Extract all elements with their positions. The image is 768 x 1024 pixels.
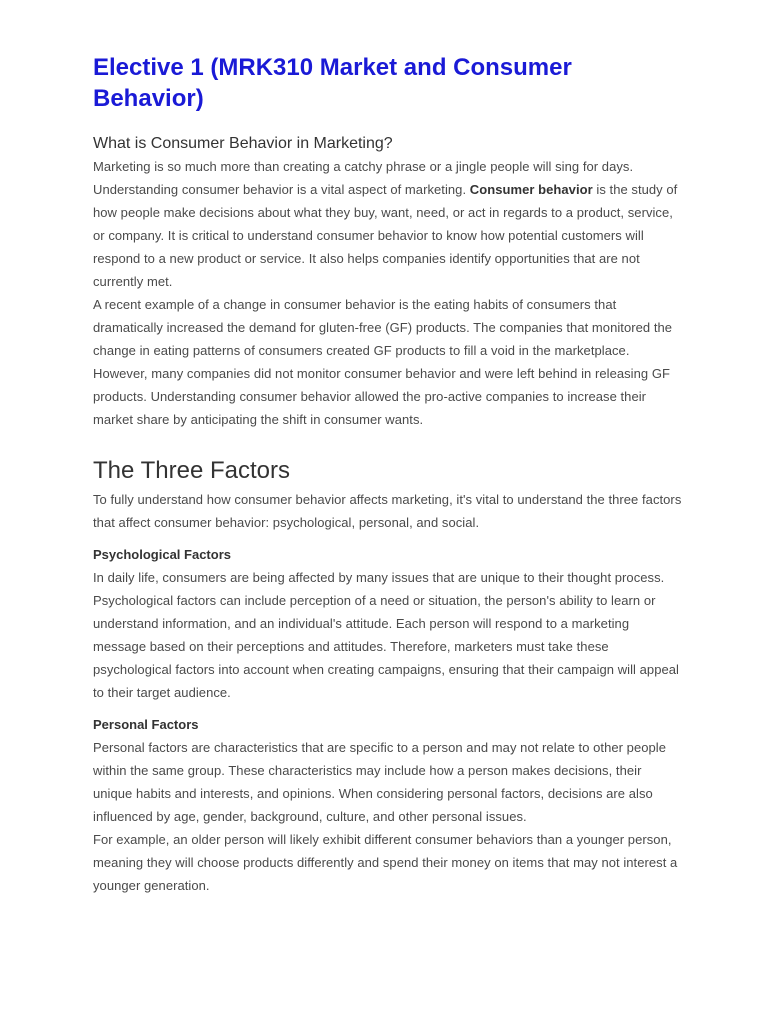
consumer-behavior-term: Consumer behavior bbox=[469, 182, 593, 197]
intro-text-start: Marketing is so much more than creating a catchy phrase or a jingle people will sing for days. Understanding consumer behavior is a vital aspect of marketing. bbox=[93, 159, 634, 197]
document-title: Elective 1 (MRK310 Market and Consumer Behavior) bbox=[93, 54, 572, 112]
personal-factors-paragraph: Personal factors are characteristics that are specific to a person and may not relate to other people within the same group. These characteristics may include how a person makes decisions, their unique habits and interests, and opinions. When considering personal factors, decisions are also influenced by age, gender, background, culture, and other personal issues. bbox=[93, 740, 667, 824]
gluten-free-example-paragraph: A recent example of a change in consumer behavior is the eating habits of consumers that dramatically increased the demand for gluten-free (GF) products. The companies that monitored the change in eating patterns of consumers created GF products to fill a void in the marketplace. However, many companies did not monitor consumer behavior and were left behind in releasing GF products. Understanding consumer behavior allowed the pro-active companies to increase their market share by anticipating the shift in consumer wants. bbox=[93, 297, 673, 427]
three-factors-intro: To fully understand how consumer behavior affects marketing, it's vital to understand the three factors that affect consumer behavior: psychological, personal, and social. bbox=[93, 492, 682, 530]
intro-text-end: is the study of how people make decisions about what they buy, want, need, or act in regards to a product, service, or company. It is critical to understand consumer behavior to know how potential customers will respond to a new product or service. It also helps companies identify opportunities that are not currently met. bbox=[93, 182, 678, 289]
three-factors-heading: The Three Factors bbox=[93, 457, 290, 484]
psychological-factors-heading: Psychological Factors bbox=[93, 547, 231, 562]
personal-factors-example-paragraph: For example, an older person will likely exhibit different consumer behaviors than a younger person, meaning they will choose products differently and spend their money on items that may not interest a younger generation. bbox=[93, 832, 678, 893]
document-page bbox=[93, 52, 683, 897]
intro-paragraph bbox=[93, 155, 683, 293]
psychological-factors-paragraph: In daily life, consumers are being affected by many issues that are unique to their thought process. Psychological factors can include perception of a need or situation, the person's ability to learn or understand information, and an individual's attitude. Each person will respond to a marketing message based on their perceptions and attitudes. Therefore, marketers must take these psychological factors into account when creating campaigns, ensuring that their campaign will appeal to their target audience. bbox=[93, 570, 679, 700]
section-heading-consumer-behavior: What is Consumer Behavior in Marketing? bbox=[93, 135, 393, 152]
personal-factors-heading: Personal Factors bbox=[93, 717, 199, 732]
